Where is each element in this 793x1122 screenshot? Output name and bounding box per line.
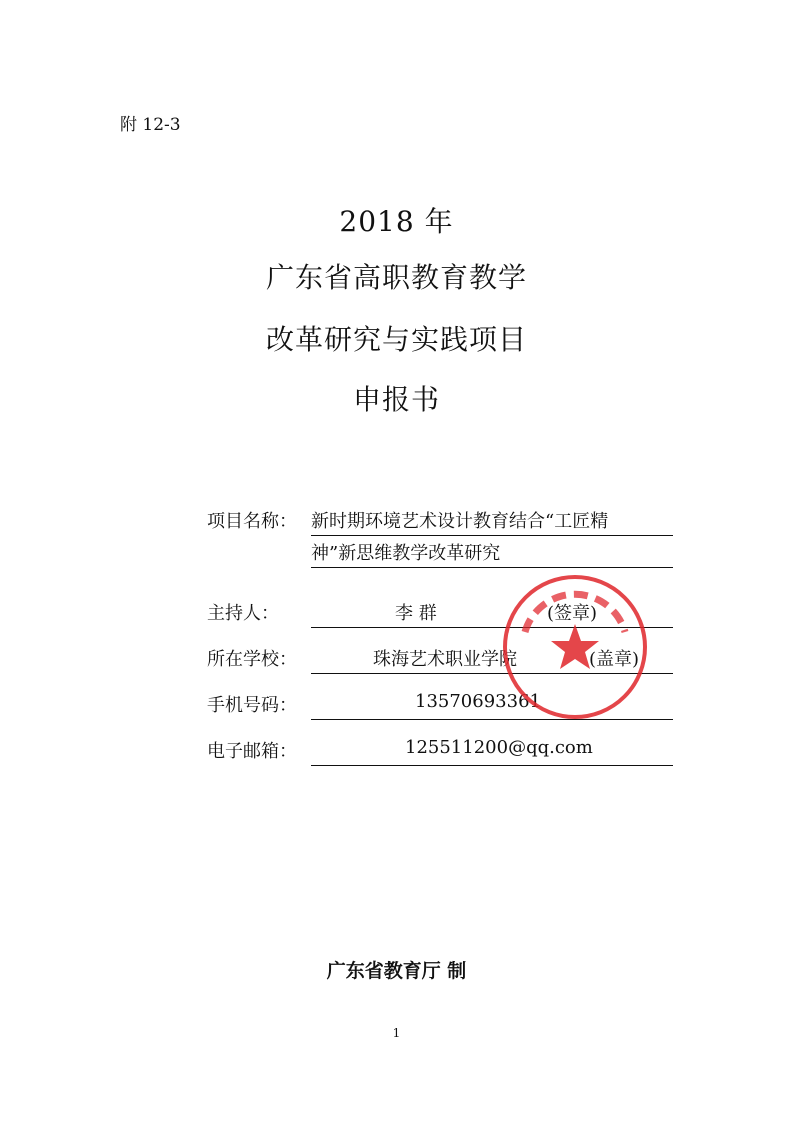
project-name-label: 项目名称： bbox=[207, 511, 297, 532]
page-number: 1 bbox=[392, 1026, 401, 1040]
title-line-3: 改革研究与实践项目 bbox=[265, 323, 527, 356]
title-year: 2018 年 bbox=[339, 205, 454, 238]
host-signature-note: (签章) bbox=[547, 603, 598, 624]
email-row bbox=[207, 737, 677, 783]
email-value: 125511200@qq.com bbox=[405, 737, 593, 758]
school-label: 所在学校： bbox=[207, 649, 297, 670]
host-label: 主持人： bbox=[207, 603, 279, 624]
title-line-2: 广东省高职教育教学 bbox=[265, 261, 527, 294]
official-seal-icon bbox=[500, 572, 650, 722]
school-seal-note: (盖章) bbox=[589, 649, 640, 670]
issuer: 广东省教育厅 制 bbox=[326, 960, 467, 982]
phone-value: 13570693361 bbox=[415, 691, 541, 712]
annex-label: 附 12-3 bbox=[120, 115, 181, 135]
phone-label: 手机号码： bbox=[207, 695, 297, 716]
school-value: 珠海艺术职业学院 bbox=[373, 649, 517, 670]
email-label: 电子邮箱： bbox=[207, 741, 297, 762]
email-field bbox=[311, 737, 673, 766]
host-value: 李 群 bbox=[395, 603, 437, 624]
seal-star-icon bbox=[551, 624, 599, 669]
project-name-value-line2: 神”新思维教学改革研究 bbox=[311, 539, 673, 568]
project-name-value-line1: 新时期环境艺术设计教育结合“工匠精 bbox=[311, 507, 673, 536]
title-line-4: 申报书 bbox=[352, 383, 440, 416]
